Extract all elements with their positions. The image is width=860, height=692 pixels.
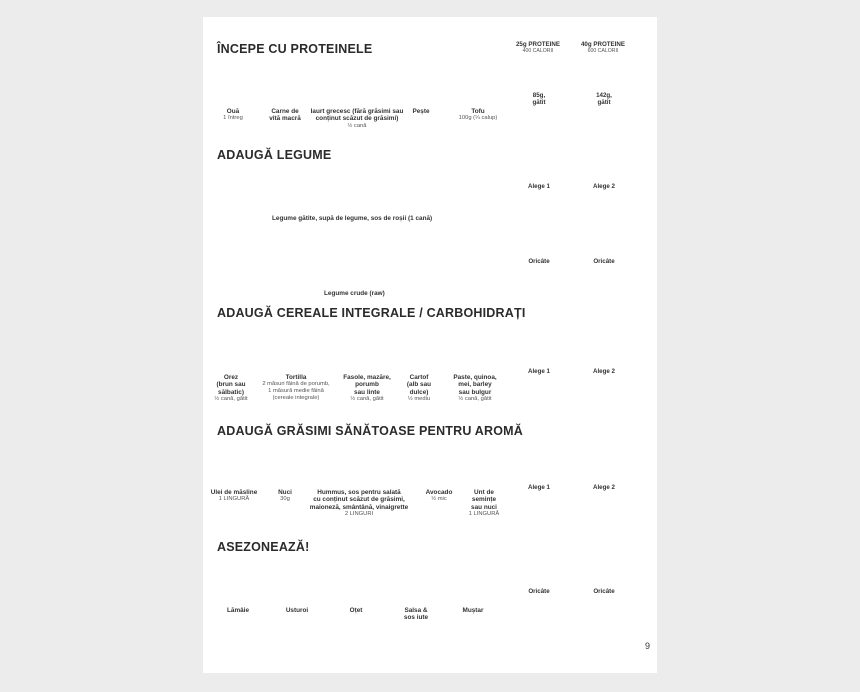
seasoning-any2: Oricâte (593, 588, 615, 595)
grains-choose2: Alege 2 (592, 368, 615, 375)
page-number: 9 (645, 641, 651, 651)
protein-col2-sub: 600 CALORII (587, 48, 619, 54)
protein-item: Ouă 1 întreg (223, 108, 243, 122)
seasoning-item: Oțet (349, 607, 363, 614)
fats-choose1: Alege 1 (527, 484, 550, 491)
protein-item: Pește (412, 108, 430, 115)
fat-item: Hummus, sos pentru salată cu conținut scăzut de grăsimi, maioneză, smântână, vinaigrette 2 LINGURI (309, 489, 409, 517)
protein-item: Iaurt grecesc (fără grăsimi sau conținut scăzut de grăsimi) ½ cană (310, 108, 404, 129)
protein-col1-amount: 85g, gătit (532, 92, 546, 106)
veg-any2: Oricâte (593, 258, 615, 265)
fat-item: Unt de semințe sau nuci 1 LINGURĂ (468, 489, 500, 517)
grain-item: Fasole, mazăre, porumb sau linte ½ cană, gătit (343, 374, 391, 402)
section-title-vegetables: ADAUGĂ LEGUME (217, 148, 332, 162)
seasoning-item: Lămâie (226, 607, 250, 614)
protein-col1-header (509, 41, 567, 55)
fat-item: Avocado ½ mic (425, 489, 453, 503)
fats-choose2: Alege 2 (592, 484, 615, 491)
section-title-seasoning: ASEZONEAZĂ! (217, 540, 310, 554)
veg-any1: Oricâte (528, 258, 550, 265)
section-title-fats: ADAUGĂ GRĂSIMI SĂNĂTOASE PENTRU AROMĂ (217, 424, 524, 438)
grain-item: Orez (brun sau sălbatic) ½ cană, gătit (214, 374, 248, 402)
veg-raw-item: Legume crude (raw) (324, 290, 385, 297)
seasoning-item: Muștar (462, 607, 484, 614)
veg-choose2: Alege 2 (592, 183, 615, 190)
grains-choose1: Alege 1 (527, 368, 550, 375)
protein-col1-sub: 400 CALORII (522, 48, 554, 54)
grain-item: Tortilla 2 măsuri făină de porumb, 1 măsură medie făină (cereale integrale) (262, 374, 330, 402)
protein-col1-head: 25g PROTEINE (515, 41, 560, 48)
section-title-grains: ADAUGĂ CEREALE INTEGRALE / CARBOHIDRAȚI (217, 306, 526, 320)
grain-item: Paste, quinoa, mei, barley sau bulgur ½ cană, gătit (453, 374, 497, 402)
protein-item: Tofu 100g (¼ calup) (458, 108, 498, 122)
protein-item: Carne de vită macră (269, 108, 301, 123)
veg-cooked-item: Legume gătite, supă de legume, sos de roșii (1 cană) (272, 215, 433, 222)
protein-col2-header (573, 41, 633, 55)
protein-col2-amount: 142g, gătit (596, 92, 612, 106)
veg-choose1: Alege 1 (527, 183, 550, 190)
protein-col2-head: 40g PROTEINE (580, 41, 625, 48)
seasoning-item: Usturoi (285, 607, 309, 614)
grain-item: Cartof (alb sau dulce) ½ mediu (406, 374, 432, 402)
seasoning-any1: Oricâte (528, 588, 550, 595)
section-title-proteins: ÎNCEPE CU PROTEINELE (217, 42, 373, 56)
fat-item: Ulei de măsline 1 LINGURĂ (210, 489, 258, 503)
seasoning-item: Salsa & sos iute (403, 607, 429, 622)
document-page (203, 17, 657, 673)
fat-item: Nuci 30g (278, 489, 292, 503)
